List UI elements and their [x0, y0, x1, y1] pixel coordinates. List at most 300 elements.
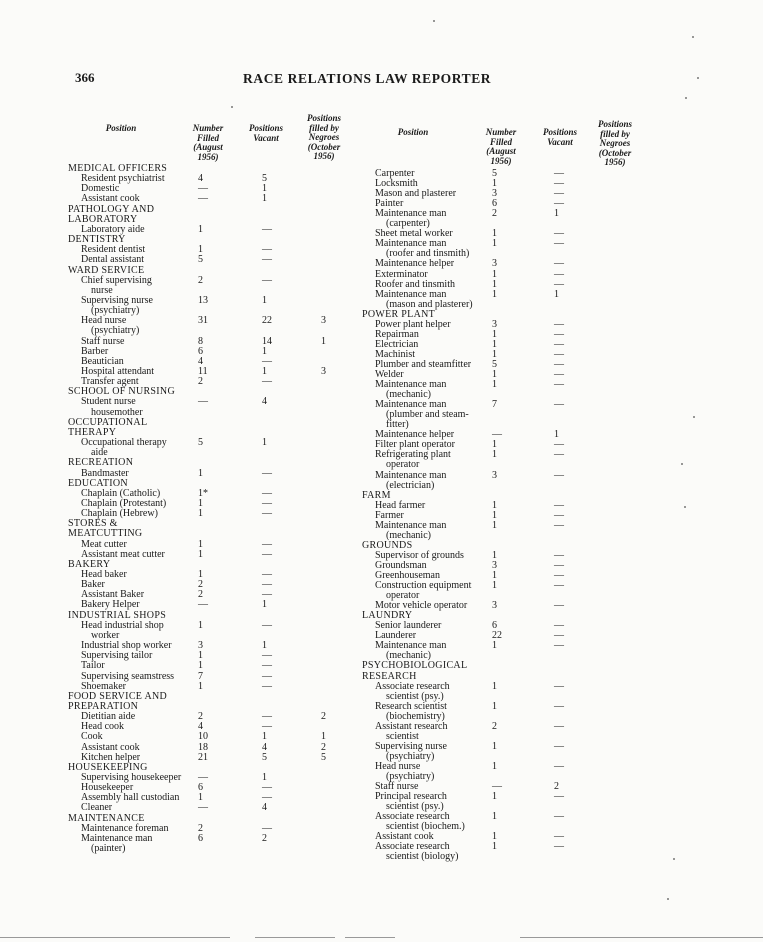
- vacant-cell: 4: [262, 802, 267, 814]
- vacant-cell: —: [554, 580, 564, 592]
- position-label: Bandmaster: [81, 467, 129, 479]
- filled-cell: 2: [198, 822, 203, 834]
- filled-cell: 1: [492, 278, 497, 290]
- section-label: OCCUPATIONAL: [68, 416, 148, 428]
- position-label: Head farmer: [375, 499, 426, 511]
- vacant-cell: —: [262, 254, 272, 266]
- position-label: Head nurse: [81, 315, 127, 327]
- filled-cell: 18: [198, 741, 208, 753]
- position-label: Dietitian aide: [81, 711, 136, 723]
- position-label: Maintenance man: [375, 379, 447, 391]
- position-label: (psychiatry): [91, 325, 140, 337]
- position-label: Tailor: [81, 660, 105, 672]
- filled-cell: 1: [492, 348, 497, 360]
- position-label: Greenhouseman: [375, 570, 440, 581]
- vacant-cell: —: [554, 379, 564, 391]
- position-label: Construction equipment: [375, 580, 472, 592]
- scan-speck: [681, 463, 683, 465]
- vacant-cell: —: [262, 660, 272, 672]
- filled-cell: 1: [492, 369, 497, 380]
- vacant-cell: —: [554, 680, 564, 692]
- filled-cell: —: [198, 183, 208, 195]
- filled-cell: 1: [492, 338, 497, 350]
- vacant-cell: —: [262, 569, 272, 580]
- position-label: (mechanic): [386, 389, 431, 401]
- filled-cell: 21: [198, 751, 208, 763]
- header-vacant-left: Positions Vacant: [248, 123, 283, 143]
- position-label: Head cook: [81, 721, 125, 733]
- position-label: Refrigerating plant: [375, 449, 451, 461]
- filled-cell: 31: [198, 315, 208, 327]
- filled-cell: 5: [198, 437, 203, 449]
- position-label: fitter): [386, 419, 409, 431]
- vacant-cell: 1: [554, 208, 559, 220]
- filled-cell: 1: [492, 178, 497, 190]
- vacant-cell: —: [554, 228, 564, 240]
- filled-cell: —: [198, 772, 208, 783]
- page-title: RACE RELATIONS LAW REPORTER: [243, 71, 492, 86]
- position-label: Locksmith: [375, 178, 418, 190]
- position-label: Plumber and steamfitter: [375, 358, 472, 370]
- header-filled-left: Number Filled (August 1956): [192, 123, 224, 162]
- vacant-cell: 1: [262, 183, 267, 195]
- negroes-cell: 1: [321, 335, 326, 347]
- vacant-cell: —: [554, 499, 564, 511]
- vacant-cell: —: [554, 469, 564, 481]
- vacant-cell: —: [554, 168, 564, 179]
- header-negroes-left: Positions filled by Negroes (October 1956): [306, 113, 341, 162]
- vacant-cell: 1: [262, 193, 267, 205]
- bottom-edge-line: [345, 937, 395, 938]
- header-filled-right: Number Filled (August 1956): [485, 127, 517, 166]
- filled-cell: 1: [492, 791, 497, 803]
- section-label: SCHOOL OF NURSING: [68, 386, 175, 398]
- vacant-cell: —: [262, 538, 272, 550]
- filled-cell: 1: [198, 619, 203, 631]
- scan-speck: [685, 97, 687, 99]
- vacant-cell: —: [554, 559, 564, 571]
- position-label: Beautician: [81, 355, 124, 367]
- scan-speck: [684, 506, 686, 508]
- position-label: Painter: [375, 198, 404, 210]
- position-label: Maintenance helper: [375, 429, 455, 441]
- vacant-cell: —: [554, 188, 564, 200]
- position-label: Maintenance man: [375, 469, 447, 481]
- vacant-cell: 1: [262, 731, 267, 743]
- negroes-cell: 3: [321, 366, 326, 377]
- filled-cell: —: [492, 429, 502, 441]
- vacant-cell: —: [554, 700, 564, 712]
- vacant-cell: 1: [262, 437, 267, 449]
- filled-cell: 3: [198, 640, 203, 652]
- filled-cell: 1: [492, 519, 497, 531]
- vacant-cell: —: [262, 711, 272, 723]
- filled-cell: 1: [492, 328, 497, 340]
- position-label: (psychiatry): [386, 771, 435, 782]
- position-label: Meat cutter: [81, 538, 127, 550]
- header-position-right: Position: [397, 127, 429, 137]
- vacant-cell: —: [262, 355, 272, 367]
- filled-cell: 1: [492, 449, 497, 461]
- scan-speck: [693, 416, 695, 418]
- filled-cell: —: [198, 802, 208, 814]
- filled-cell: 4: [198, 173, 203, 185]
- vacant-cell: 1: [262, 772, 267, 783]
- position-label: Research scientist: [375, 700, 447, 712]
- position-label: Assistant cook: [81, 193, 140, 205]
- filled-cell: 3: [492, 188, 497, 200]
- position-label: Associate research: [375, 811, 450, 823]
- filled-cell: 1: [198, 508, 203, 520]
- filled-cell: 1: [198, 467, 203, 479]
- section-label: EDUCATION: [68, 477, 128, 489]
- filled-cell: 1: [492, 268, 497, 280]
- vacant-cell: —: [554, 328, 564, 340]
- filled-cell: 2: [198, 579, 203, 591]
- vacant-cell: —: [554, 198, 564, 210]
- section-label: THERAPY: [68, 426, 117, 438]
- section-label: MEDICAL OFFICERS: [68, 163, 168, 174]
- vacant-cell: —: [262, 548, 272, 560]
- position-label: (painter): [91, 843, 126, 855]
- position-label: worker: [91, 629, 120, 641]
- position-label: Groundsman: [375, 559, 427, 571]
- position-label: Supervising tailor: [81, 650, 153, 662]
- filled-cell: 1: [492, 439, 497, 451]
- position-label: Assistant Baker: [81, 589, 145, 601]
- vacant-cell: —: [262, 508, 272, 520]
- position-label: Filter plant operator: [375, 439, 455, 451]
- position-label: Housekeeper: [81, 782, 134, 794]
- section-label: WARD SERVICE: [68, 264, 145, 276]
- filled-cell: 2: [198, 711, 203, 723]
- filled-cell: 1: [492, 811, 497, 823]
- vacant-cell: —: [554, 740, 564, 752]
- vacant-cell: 4: [262, 396, 267, 408]
- position-label: Carpenter: [375, 168, 415, 179]
- vacant-cell: —: [554, 791, 564, 803]
- vacant-cell: —: [554, 258, 564, 270]
- position-label: (mechanic): [386, 529, 431, 541]
- position-label: operator: [386, 459, 420, 471]
- header-vacant-right: Positions Vacant: [542, 127, 577, 147]
- vacant-cell: —: [554, 268, 564, 280]
- position-label: (psychiatry): [91, 305, 140, 317]
- filled-cell: 1: [492, 288, 497, 300]
- position-label: Welder: [375, 369, 404, 380]
- filled-cell: 1: [198, 650, 203, 662]
- filled-cell: 2: [492, 720, 497, 732]
- position-label: Principal research: [375, 791, 447, 803]
- position-label: scientist (psy.): [386, 690, 444, 702]
- filled-cell: 1: [492, 549, 497, 561]
- position-label: (electrician): [386, 479, 435, 491]
- filled-cell: 1: [492, 238, 497, 250]
- vacant-cell: 1: [262, 366, 267, 377]
- position-label: Mason and plasterer: [375, 188, 457, 200]
- vacant-cell: 1: [262, 599, 267, 611]
- position-label: nurse: [91, 284, 113, 296]
- section-label: FOOD SERVICE AND: [68, 690, 168, 702]
- vacant-cell: —: [554, 399, 564, 411]
- vacant-cell: —: [554, 720, 564, 732]
- scan-speck: [692, 36, 694, 38]
- section-label: LAUNDRY: [362, 610, 413, 622]
- position-label: operator: [386, 590, 420, 602]
- filled-cell: 1: [492, 841, 497, 853]
- section-label: FARM: [362, 489, 391, 501]
- scan-speck: [697, 77, 699, 79]
- position-label: Chief supervising: [81, 274, 152, 286]
- bottom-edge-line: [520, 937, 763, 938]
- vacant-cell: —: [262, 223, 272, 235]
- section-label: POWER PLANT: [362, 308, 436, 320]
- position-label: Resident psychiatrist: [81, 173, 165, 185]
- vacant-cell: —: [554, 549, 564, 561]
- position-label: aide: [91, 447, 108, 459]
- filled-cell: 1: [492, 740, 497, 752]
- filled-cell: 1*: [198, 487, 208, 499]
- vacant-cell: —: [262, 721, 272, 733]
- position-label: Domestic: [81, 183, 120, 195]
- position-label: Maintenance foreman: [81, 822, 169, 834]
- vacant-cell: —: [262, 670, 272, 682]
- position-label: Staff nurse: [375, 781, 419, 793]
- position-label: Barber: [81, 345, 109, 357]
- position-label: Maintenance man: [375, 519, 447, 531]
- vacant-cell: —: [262, 376, 272, 388]
- position-label: Maintenance man: [375, 288, 447, 300]
- filled-cell: 3: [492, 559, 497, 571]
- filled-cell: 1: [198, 569, 203, 580]
- section-label: PATHOLOGY AND: [68, 203, 155, 215]
- vacant-cell: 1: [262, 294, 267, 306]
- filled-cell: 6: [198, 782, 203, 794]
- position-label: scientist (psy.): [386, 801, 444, 813]
- position-label: Dental assistant: [81, 254, 145, 266]
- negroes-cell: 1: [321, 731, 326, 743]
- position-label: Launderer: [375, 630, 417, 642]
- position-label: Cleaner: [81, 802, 113, 814]
- position-label: Supervisor of grounds: [375, 549, 464, 561]
- filled-cell: —: [198, 599, 208, 611]
- filled-cell: 13: [198, 294, 208, 306]
- vacant-cell: —: [262, 782, 272, 794]
- position-label: Assistant research: [375, 720, 448, 732]
- filled-cell: 1: [198, 497, 203, 509]
- section-label: DENTISTRY: [68, 234, 126, 246]
- filled-cell: 3: [492, 318, 497, 330]
- filled-cell: 1: [492, 760, 497, 772]
- position-label: Shoemaker: [81, 680, 126, 692]
- position-label: Head nurse: [375, 760, 421, 772]
- position-label: (plumber and steam-: [386, 409, 469, 421]
- section-label: BAKERY: [68, 558, 111, 570]
- position-label: Repairman: [375, 328, 419, 340]
- position-label: Student nurse: [81, 396, 136, 408]
- vacant-cell: —: [554, 509, 564, 521]
- vacant-cell: —: [262, 274, 272, 286]
- vacant-cell: 2: [262, 832, 267, 844]
- position-label: Senior launderer: [375, 620, 442, 632]
- position-label: Supervising seamstress: [81, 670, 175, 682]
- position-label: Maintenance man: [375, 399, 447, 411]
- filled-cell: 1: [198, 538, 203, 550]
- scan-speck: [673, 858, 675, 860]
- position-label: (biochemistry): [386, 710, 445, 722]
- filled-cell: 1: [198, 792, 203, 804]
- vacant-cell: —: [554, 358, 564, 370]
- negroes-cell: 2: [321, 741, 326, 753]
- position-label: Chaplain (Hebrew): [81, 508, 158, 520]
- vacant-cell: —: [554, 338, 564, 350]
- vacant-cell: 14: [262, 335, 272, 347]
- filled-cell: 6: [198, 832, 203, 844]
- filled-cell: 1: [198, 223, 203, 235]
- vacant-cell: —: [554, 620, 564, 632]
- section-label: PSYCHOBIOLOGICAL: [362, 660, 468, 672]
- position-label: Farmer: [375, 509, 404, 521]
- position-label: Sheet metal worker: [375, 228, 453, 240]
- filled-cell: —: [198, 193, 208, 205]
- position-label: (psychiatry): [386, 750, 435, 762]
- filled-cell: 5: [492, 358, 497, 370]
- section-label: STORES &: [68, 518, 118, 530]
- section-label: INDUSTRIAL SHOPS: [68, 609, 167, 621]
- filled-cell: —: [198, 396, 208, 408]
- section-label: GROUNDS: [362, 539, 413, 551]
- vacant-cell: —: [554, 760, 564, 772]
- position-label: housemother: [91, 406, 143, 418]
- scan-speck: [667, 898, 669, 900]
- filled-cell: 1: [492, 831, 497, 843]
- vacant-cell: 1: [262, 345, 267, 357]
- vacant-cell: —: [554, 449, 564, 461]
- filled-cell: 2: [492, 208, 497, 220]
- position-label: Hospital attendant: [81, 366, 155, 377]
- negroes-cell: 3: [321, 315, 326, 327]
- filled-cell: 1: [492, 228, 497, 240]
- position-label: Resident dentist: [81, 244, 146, 256]
- vacant-cell: —: [262, 487, 272, 499]
- position-label: Staff nurse: [81, 335, 125, 347]
- vacant-cell: —: [262, 619, 272, 631]
- position-label: Supervising nurse: [375, 740, 447, 752]
- section-label: HOUSEKEEPING: [68, 761, 148, 773]
- vacant-cell: —: [554, 369, 564, 380]
- position-label: Transfer agent: [81, 376, 139, 388]
- vacant-cell: 1: [554, 288, 559, 300]
- position-label: Baker: [81, 579, 105, 591]
- vacant-cell: —: [554, 570, 564, 581]
- negroes-cell: 5: [321, 751, 326, 763]
- vacant-cell: 5: [262, 173, 267, 185]
- filled-cell: 10: [198, 731, 208, 743]
- filled-cell: 1: [492, 700, 497, 712]
- position-label: Chaplain (Protestant): [81, 497, 167, 509]
- vacant-cell: —: [554, 831, 564, 843]
- negroes-cell: 2: [321, 711, 326, 723]
- vacant-cell: —: [554, 630, 564, 642]
- filled-cell: 4: [198, 355, 203, 367]
- position-label: Assistant cook: [81, 741, 140, 753]
- position-label: Maintenance helper: [375, 258, 455, 270]
- section-label: LABORATORY: [68, 213, 138, 225]
- bottom-edge-line: [0, 937, 230, 938]
- filled-cell: 1: [198, 548, 203, 560]
- scan-speck: [433, 20, 435, 22]
- filled-cell: 2: [198, 589, 203, 601]
- vacant-cell: —: [554, 519, 564, 531]
- scan-speck: [231, 106, 233, 108]
- position-label: Maintenance man: [375, 640, 447, 652]
- vacant-cell: —: [262, 244, 272, 256]
- position-label: Electrician: [375, 338, 419, 350]
- vacant-cell: —: [554, 439, 564, 451]
- vacant-cell: —: [554, 841, 564, 853]
- filled-cell: 3: [492, 600, 497, 612]
- vacant-cell: 1: [262, 640, 267, 652]
- vacant-cell: —: [262, 579, 272, 591]
- position-label: (carpenter): [386, 218, 430, 230]
- vacant-cell: 2: [554, 781, 559, 793]
- position-label: (mason and plasterer): [386, 298, 473, 310]
- filled-cell: 3: [492, 469, 497, 481]
- position-label: Industrial shop worker: [81, 640, 172, 652]
- position-label: Maintenance man: [375, 208, 447, 220]
- position-label: (roofer and tinsmith): [386, 248, 470, 260]
- position-label: Associate research: [375, 841, 450, 853]
- filled-cell: 1: [198, 660, 203, 672]
- vacant-cell: —: [262, 467, 272, 479]
- header-negroes-right: Positions filled by Negroes (October 1956): [597, 119, 632, 168]
- filled-cell: 11: [198, 366, 208, 377]
- vacant-cell: —: [262, 792, 272, 804]
- position-label: Associate research: [375, 680, 450, 692]
- filled-cell: 6: [198, 345, 203, 357]
- section-label: RECREATION: [68, 457, 134, 469]
- vacant-cell: —: [262, 650, 272, 662]
- position-label: scientist (biology): [386, 851, 459, 863]
- filled-cell: 3: [492, 258, 497, 270]
- position-label: Maintenance man: [81, 832, 153, 844]
- filled-cell: 1: [492, 570, 497, 581]
- vacant-cell: —: [554, 238, 564, 250]
- section-label: MEATCUTTING: [68, 528, 143, 540]
- vacant-cell: —: [262, 589, 272, 601]
- page-number: 366: [75, 70, 95, 85]
- filled-cell: —: [492, 781, 502, 793]
- vacant-cell: 1: [554, 429, 559, 441]
- position-label: Head industrial shop: [81, 619, 164, 631]
- vacant-cell: 5: [262, 751, 267, 763]
- position-label: Assistant cook: [375, 831, 434, 843]
- filled-cell: 4: [198, 721, 203, 733]
- position-label: Laboratory aide: [81, 223, 145, 235]
- filled-cell: 1: [492, 509, 497, 521]
- filled-cell: 7: [492, 399, 497, 411]
- section-label: MAINTENANCE: [68, 812, 145, 824]
- vacant-cell: —: [554, 178, 564, 190]
- position-label: Assembly hall custodian: [81, 792, 180, 804]
- position-label: Bakery Helper: [81, 599, 140, 611]
- position-label: Cook: [81, 731, 103, 743]
- filled-cell: 2: [198, 376, 203, 388]
- position-label: Machinist: [375, 348, 415, 360]
- vacant-cell: —: [554, 600, 564, 612]
- position-label: Roofer and tinsmith: [375, 278, 455, 290]
- vacant-cell: —: [554, 348, 564, 360]
